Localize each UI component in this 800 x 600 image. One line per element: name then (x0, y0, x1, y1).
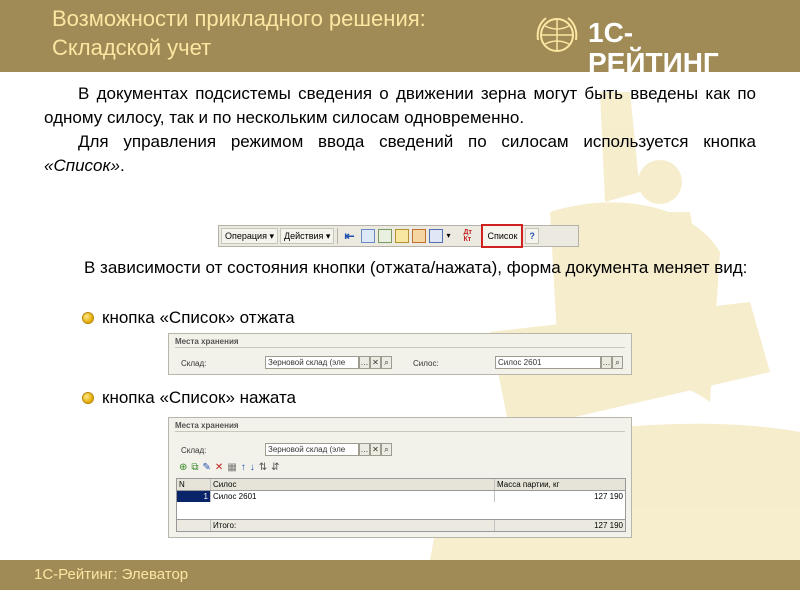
bullet-icon (82, 392, 94, 404)
search-icon[interactable]: ⌕ (381, 356, 392, 369)
clear-icon[interactable]: ✕ (370, 356, 381, 369)
grid-toolbar (179, 462, 280, 473)
sync-icon[interactable] (395, 229, 409, 243)
paragraph-text: Для управления режимом ввода сведений по силосам используется кнопка (78, 132, 756, 151)
list-quote: «Список» (44, 156, 120, 175)
edit-icon[interactable] (412, 229, 426, 243)
table-row[interactable] (177, 491, 625, 502)
arrow-left-icon[interactable]: ⇤ (344, 229, 355, 243)
select-button[interactable]: … (360, 445, 369, 454)
divider (175, 347, 625, 348)
move-up-icon[interactable]: ↑ (240, 462, 246, 473)
subtitle: В зависимости от состояния кнопки (отжата/нажата), форма документа меняет вид: (84, 258, 748, 277)
footer-text: 1С-Рейтинг: Элеватор (34, 566, 189, 583)
footer-empty (177, 520, 211, 531)
list-toggle-button[interactable] (481, 224, 523, 248)
add-row-icon[interactable]: ⊕ (179, 462, 188, 473)
storage-form-released (168, 333, 632, 375)
silo-input[interactable]: Силос 2601 (495, 356, 601, 369)
document-arrow-icon[interactable] (429, 229, 443, 243)
actions-menu-button[interactable]: Действия ▾ (280, 228, 334, 244)
copy-row-icon[interactable]: ⧉ (191, 462, 199, 473)
select-button[interactable]: … (602, 358, 611, 367)
paragraph-silo-input: В документах подсистемы сведения о движении зерна могут быть введены как по одному силосу, так и по нескольким силосам одновременно. (44, 84, 756, 127)
column-header-silo[interactable]: Силос (211, 479, 495, 490)
paragraph-list-button (44, 130, 756, 178)
dropdown-arrow-icon[interactable]: ▾ (446, 231, 451, 240)
report-icon[interactable] (361, 229, 375, 243)
row-mass[interactable]: 127 190 (594, 492, 623, 501)
warehouse-input[interactable]: Зерновой склад (эле (265, 356, 359, 369)
paragraph-end: . (119, 156, 125, 175)
actions-label: Действия (283, 231, 324, 241)
column-header-mass[interactable]: Масса партии, кг (497, 480, 560, 489)
edit-row-icon[interactable]: ✎ (202, 462, 211, 473)
move-down-icon[interactable]: ↓ (249, 462, 255, 473)
total-label: Итого: (211, 520, 495, 531)
silo-table (176, 478, 626, 532)
operation-label: Операция (225, 231, 267, 241)
warehouse-label: Склад: (181, 446, 207, 455)
slide-header (0, 0, 800, 78)
help-icon: ? (529, 231, 535, 241)
bullet-text: кнопка «Список» отжата (102, 308, 295, 327)
help-button[interactable] (525, 228, 539, 244)
warehouse-input[interactable]: Зерновой склад (эле (265, 443, 359, 456)
column-header-n[interactable]: N (177, 479, 211, 490)
total-value: 127 190 (594, 521, 623, 530)
main-text (44, 82, 756, 178)
search-icon[interactable]: ⌕ (381, 443, 392, 456)
toolbar-separator (337, 228, 338, 244)
slide-title: Возможности прикладного решения: Складской учет (52, 6, 426, 60)
end-edit-icon[interactable]: ▦ (227, 462, 237, 473)
divider (175, 431, 625, 432)
bullet-icon (82, 312, 94, 324)
bullet-list-pressed (82, 388, 296, 408)
sort-asc-icon[interactable]: ⇅ (258, 462, 268, 473)
table-footer (177, 519, 625, 531)
search-icon[interactable]: ⌕ (612, 356, 623, 369)
form-section-header: Места хранения (175, 421, 239, 430)
operation-menu-button[interactable]: Операция ▾ (221, 228, 278, 244)
table-header (177, 479, 625, 491)
row-number: 1 (177, 491, 211, 502)
document-toolbar (218, 225, 579, 247)
bullet-text: кнопка «Список» нажата (102, 388, 297, 407)
warehouse-label: Склад: (181, 359, 207, 368)
row-silo[interactable]: Силос 2601 (211, 491, 495, 502)
delete-row-icon[interactable]: ✕ (214, 462, 224, 473)
globe-laurel-icon (532, 10, 582, 60)
sort-desc-icon[interactable]: ⇵ (271, 462, 280, 473)
clear-icon[interactable]: ✕ (370, 443, 381, 456)
bullet-list-released (82, 308, 295, 328)
table-icon[interactable] (378, 229, 392, 243)
silo-label: Силос: (413, 359, 439, 368)
form-section-header: Места хранения (175, 337, 239, 346)
logo-text: 1С-РЕЙТИНГ (588, 17, 719, 78)
select-button[interactable]: … (360, 358, 369, 367)
list-button-label: Список (487, 231, 518, 241)
dt-kt-icon[interactable]: Дт Кт (463, 229, 472, 243)
slide-footer (0, 560, 800, 590)
